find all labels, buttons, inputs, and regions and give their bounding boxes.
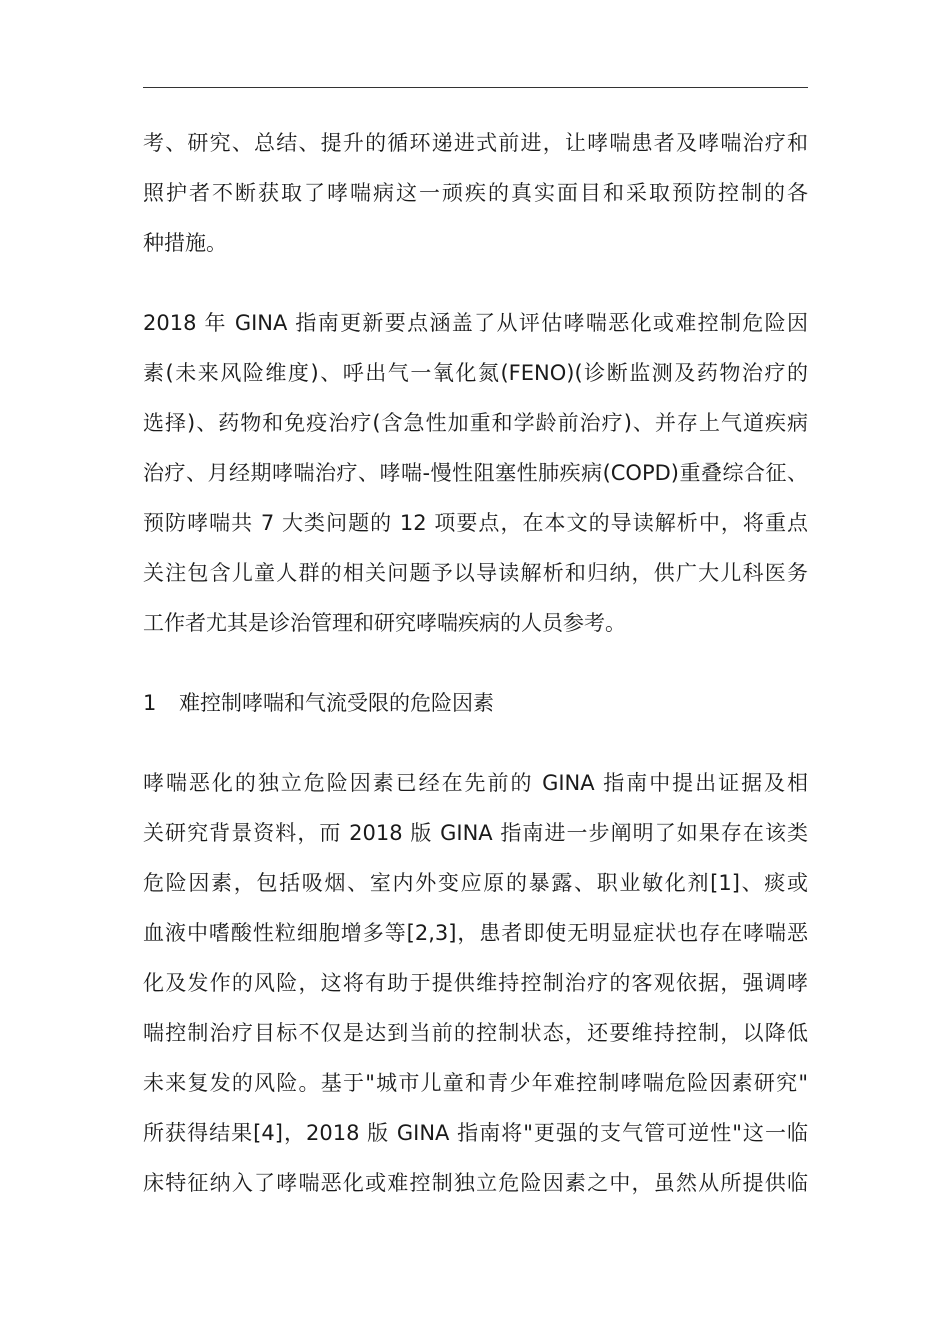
text-line: 关注包含儿童人群的相关问题予以导读解析和归纳，供广大儿科医务 xyxy=(143,561,808,585)
text-line: 照护者不断获取了哮喘病这一顽疾的真实面目和采取预防控制的各 xyxy=(143,181,808,205)
text-line: 危险因素，包括吸烟、室内外变应原的暴露、职业敏化剂[1]、痰或 xyxy=(143,871,808,895)
text-line: 哮喘恶化的独立危险因素已经在先前的 GINA 指南中提出证据及相 xyxy=(143,771,808,795)
text-line: 工作者尤其是诊治管理和研究哮喘疾病的人员参考。 xyxy=(143,611,626,635)
text-line: 治疗、月经期哮喘治疗、哮喘-慢性阻塞性肺疾病(COPD)重叠综合征、 xyxy=(143,461,808,485)
paragraph-intro xyxy=(143,118,808,268)
section-number: 1 xyxy=(143,691,157,715)
text-line: 素(未来风险维度)、呼出气一氧化氮(FENO)(诊断监测及药物治疗的 xyxy=(143,361,808,385)
text-line: 关研究背景资料，而 2018 版 GINA 指南进一步阐明了如果存在该类 xyxy=(143,821,808,845)
section-title: 难控制哮喘和气流受限的危险因素 xyxy=(179,691,494,715)
paragraph-gina-2018 xyxy=(143,298,808,648)
text-line: 考、研究、总结、提升的循环递进式前进，让哮喘患者及哮喘治疗和 xyxy=(143,131,808,155)
text-line: 未来复发的风险。基于"城市儿童和青少年难控制哮喘危险因素研究" xyxy=(143,1071,808,1095)
text-line: 选择)、药物和免疫治疗(含急性加重和学龄前治疗)、并存上气道疾病 xyxy=(143,411,808,435)
text-line: 预防哮喘共 7 大类问题的 12 项要点，在本文的导读解析中，将重点 xyxy=(143,511,808,535)
text-line: 化及发作的风险，这将有助于提供维持控制治疗的客观依据，强调哮 xyxy=(143,971,808,995)
paragraph-risk-factors xyxy=(143,758,808,1208)
document-body xyxy=(143,118,808,1238)
header-rule xyxy=(143,87,808,88)
text-line: 喘控制治疗目标不仅是达到当前的控制状态，还要维持控制，以降低 xyxy=(143,1021,808,1045)
text-line: 所获得结果[4]，2018 版 GINA 指南将"更强的支气管可逆性"这一临 xyxy=(143,1121,808,1145)
text-line: 种措施。 xyxy=(143,231,227,255)
section-heading xyxy=(143,678,808,728)
text-line: 2018 年 GINA 指南更新要点涵盖了从评估哮喘恶化或难控制危险因 xyxy=(143,311,808,335)
text-line: 床特征纳入了哮喘恶化或难控制独立危险因素之中，虽然从所提供临 xyxy=(143,1171,808,1195)
text-line: 血液中嗜酸性粒细胞增多等[2,3]，患者即使无明显症状也存在哮喘恶 xyxy=(143,921,808,945)
